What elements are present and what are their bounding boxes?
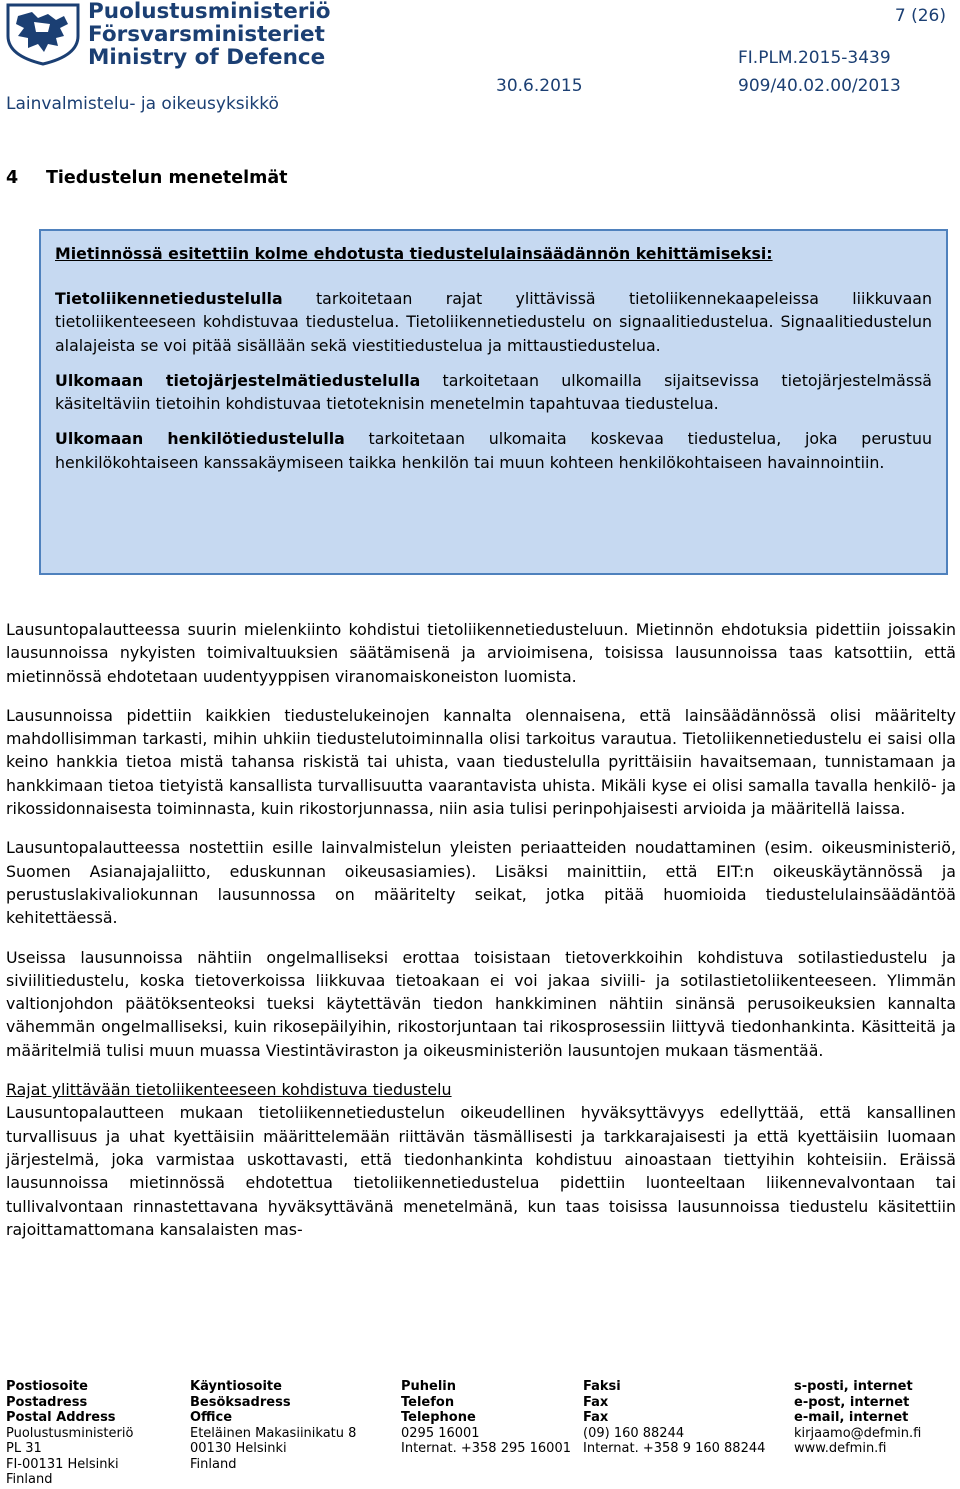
footer-email-link[interactable]: kirjaamo@defmin.fi [794, 1425, 922, 1441]
footer-label: Postadress [6, 1394, 88, 1410]
footer-postal-address [6, 1379, 133, 1488]
highlight-box [39, 229, 948, 575]
reference-number: FI.PLM.2015-3439 [738, 48, 891, 68]
unit-name: Lainvalmistelu- ja oikeusyksikkö [6, 94, 279, 114]
footer-value: (09) 160 88244 [583, 1425, 685, 1441]
ministry-name-sv: Försvarsministeriet [88, 22, 325, 47]
footer-value: Puolustusministeriö [6, 1425, 134, 1441]
footer-label: s-posti, internet [794, 1379, 913, 1394]
paragraph: Lausuntopalautteen mukaan tietoliikennetiedustelun oikeudellinen hyväksyttävyys edellyttää, että kansallinen turvallisuus ja uhat kyettäisiin määrittelemään riittävän täsmällisesti ja tarkkarajaisesti ja että kyettäisiin luomaan järjestelmä, joka varmistaa uskottavasti, että tiedonhankinta kohdistuu ainoastaan tiettyihin kohteisiin. Eräissä lausunnoissa mietinnössä ehdotettua tietoliikennetiedustelua pidettiin luonteeltaan liikennevalvontaan tai tullivalvontaan rinnastettavana hyväksyttävänä menetelmänä, kun taas toisissa lausunnoissa tiedustelu käsitettiin rajoittamattomana kansalaisten mas- [6, 1103, 956, 1239]
footer-value: 00130 Helsinki [190, 1441, 287, 1456]
subheading: Rajat ylittävään tietoliikenteeseen kohdistuva tiedustelu [6, 1080, 452, 1100]
paragraph: Lausunnoissa pidettiin kaikkien tiedustelukeinojen kannalta olennaisena, että lainsäädännössä olisi määritelty mahdollisimman tarkasti, mihin uhkiin tiedustelutoiminnalla olisi tarkoitus varautua. Tietoliikennetiedustelu ei saisi olla keino hankkia tietoa mistä tahansa riskistä tai uhista, vaan tiedustelulla pyrittäisiin havaitsemaan, tunnistamaan ja hankkimaan tietoa tietyistä kansallista turvallisuutta vaarantavista uhista. Mikäli kyse ei olisi samalla tavalla henkilö- ja rikossidonnaisesta toiminnasta, kuin rikostorjunnassa, niin asia tulisi perinpohjaisesti arvioida ja määritellä laissa. [6, 705, 956, 819]
footer-value: FI-00131 Helsinki [6, 1456, 119, 1472]
lion-coat-of-arms-logo [4, 2, 82, 66]
ministry-name-fi: Puolustusministeriö [88, 0, 331, 24]
footer-value: 0295 16001 [401, 1425, 480, 1441]
paragraph: Lausuntopalautteessa suurin mielenkiinto kohdistui tietoliikennetiedusteluun. Mietinnön ehdotuksia pidettiin joissakin lausunnoissa nykyisten toimivaltuuksien säätämisenä ja arvioimisena, toisissa lausunnoissa taas katsottiin, että mietinnössä ehdotetaan uudentyyppisen viranomaiskoneiston luomista. [6, 620, 956, 686]
body-text [6, 618, 956, 1257]
box-term: Tietoliikennetiedustelulla [55, 289, 283, 308]
footer-label: e-mail, internet [794, 1410, 909, 1425]
footer-fax [583, 1379, 765, 1457]
footer-office-address [190, 1379, 356, 1472]
footer-value: Finland [6, 1472, 53, 1487]
footer-label: Telephone [401, 1410, 476, 1425]
box-term: Ulkomaan tietojärjestelmätiedustelulla [55, 370, 421, 390]
footer-label: Postal Address [6, 1410, 116, 1425]
box-paragraph [55, 427, 932, 474]
box-text: tarkoitetaan ulkomailla sijaitsevissa tietojärjestelmässä käsiteltäviin tietoihin kohdistuvaa tietoteknisin menetelmin tapahtuvaa tiedustelua. [55, 370, 932, 414]
box-text: tarkoitetaan rajat ylittävissä tietoliikennekaapeleissa liikkuvaan tietoliikenteeseen kohdistuvaa tiedustelua. Tietoliikennetiedustelu on signaalitiedustelua. Signaalitiedustelun alalajeista se voi pitää sisällään sekä viestitiedustelua ja mittaustiedustelua. [55, 289, 932, 355]
footer-email-internet [794, 1379, 921, 1457]
section-number: 4 [6, 168, 19, 188]
footer-value: Internat. +358 9 160 88244 [583, 1441, 766, 1456]
box-title: Mietinnössä esitettiin kolme ehdotusta tiedustelulainsäädännön kehittämiseksi: [55, 244, 773, 263]
footer-value: Eteläinen Makasiinikatu 8 [190, 1425, 357, 1441]
paragraph: Useissa lausunnoissa nähtiin ongelmalliseksi erottaa toisistaan tietoverkkoihin kohdistuva sotilastiedustelu ja siviilitiedustelu, koska tietoverkoissa liikkuvaa tietoakaan ei voi jakaa siviili- ja sotilastietoliikenteeseen. Ylimmän valtionjohdon päätöksenteoksi tueksi käytettävän tiedon hankkiminen nähtiin sinänsä perusoikeuksien kannalta vähemmän ongelmalliseksi, kuin rikosepäilyihin, rikostorjuntaan tai rikosprosessiin liittyvä tiedonhankinta. Käsitteitä ja määritelmiä tulisi muun muassa Viestintäviraston ja oikeusministeriön lausuntojen mukaan täsmentää. [6, 947, 956, 1060]
box-term: Ulkomaan henkilötiedustelulla [55, 429, 345, 449]
paragraph: Lausuntopalautteessa nostettiin esille lainvalmistelun yleisten periaatteiden noudattaminen (esim. oikeusministeriö, Suomen Asianajajaliitto, eduskunnan oikeusasiamies). Lisäksi mainittiin, että EIT:n oikeuskäytännössä ja perustuslakivaliokunnan lausunnossa on määritelty seikat, jotka pitää huomioida tiedustelulainsäädäntöä kehitettäessä. [6, 838, 956, 928]
footer-label: Besöksadress [190, 1394, 291, 1410]
footer-label: Fax [583, 1410, 609, 1425]
footer-label: e-post, internet [794, 1394, 910, 1410]
footer-label: Käyntiosoite [190, 1379, 282, 1394]
ministry-name [88, 0, 331, 69]
footer-value: Internat. +358 295 16001 [401, 1441, 571, 1456]
footer-value: Finland [190, 1456, 237, 1472]
footer-website-link[interactable]: www.defmin.fi [794, 1441, 887, 1456]
ministry-name-en: Ministry of Defence [88, 45, 326, 70]
section-heading [6, 168, 288, 188]
box-paragraph [55, 287, 932, 357]
footer-label: Office [190, 1410, 233, 1425]
diary-number: 909/40.02.00/2013 [738, 76, 901, 96]
footer-label: Postiosoite [6, 1379, 88, 1394]
page-number: 7 (26) [894, 6, 946, 26]
box-paragraph [55, 369, 932, 416]
footer-value: PL 31 [6, 1441, 42, 1456]
footer-label: Telefon [401, 1394, 455, 1410]
document-date: 30.6.2015 [496, 76, 583, 96]
footer-label: Fax [583, 1394, 609, 1410]
footer-telephone [401, 1379, 571, 1457]
box-text: tarkoitetaan ulkomaita koskevaa tiedustelua, joka perustuu henkilökohtaiseen kanssakäymiseen taikka henkilön tai muun kohteen henkilökohtaiseen havainnointiin. [55, 429, 932, 472]
footer-label: Faksi [583, 1379, 621, 1394]
footer-label: Puhelin [401, 1379, 457, 1394]
section-title: Tiedustelun menetelmät [46, 168, 288, 188]
letterhead [0, 0, 960, 120]
